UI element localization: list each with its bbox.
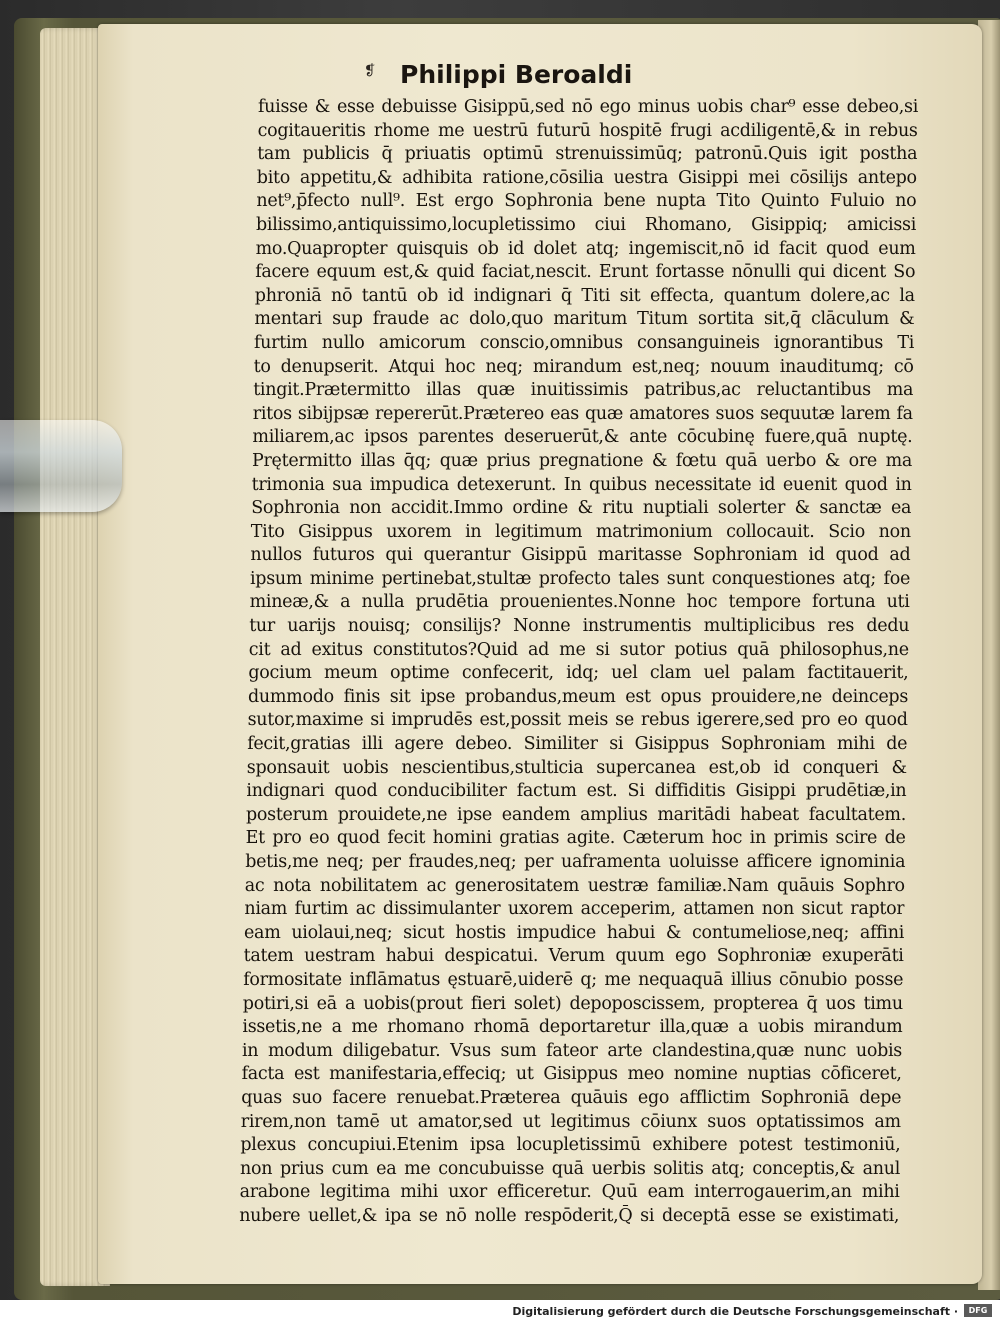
text-line: indignari quod conducibiliter factum est. Si diffiditis Gisippi prudētiæ,in: [246, 781, 907, 802]
text-line: tam publicis q̄ priuatis optimū strenuissimūq; patronū.Quis igit̄ postha: [257, 144, 918, 165]
text-line: nubere uellet,& ipa se nō nolle respōderit,Q̄ si deceptā esse se existimati,: [239, 1205, 900, 1226]
funding-credit: Digitalisierung gefördert durch die Deutsche Forschungsgemeinschaft ·: [512, 1305, 958, 1318]
text-line: dummodo finis sit ipse probandus,meum est opus prouidere,ne deinceps: [248, 686, 908, 707]
glass-page-weight: [0, 420, 122, 512]
text-line: cogitaueritis rhome me uestrū futurū hospitē frugi acdiligentē,& in rebus: [257, 120, 918, 141]
text-line: bilissimo,antiquissimo,locupletissimo ciui Rhomano, Gisippiq; amicissi: [256, 214, 916, 235]
text-line: Et pro eo quod fecit homini gratias agite. Cæterum hoc in primis scire de: [245, 828, 906, 849]
text-line: Sophronia non accidit.Immo ordine & ritu nuptiali solerter & sanctæ ea: [251, 498, 912, 519]
text-line: ipsum minime pertinebat,stultæ profecto tales sunt conquestiones atq; foe: [250, 568, 910, 589]
text-line: posterum prouidete,ne ipse eandem amplius maritādi habeat facultatem.: [246, 804, 906, 825]
text-line: potiri,si eā a uobis(prout fieri solet) depoposcissem, propterea q̄ uos timu: [242, 993, 903, 1014]
text-line: betis,me neq; per fraudes,neq; per uaframenta uoluisse afficere ignominia: [245, 852, 906, 872]
text-line: issetis,ne a me rhomano rhomā deportaretur illa,quæ a uobis mirandum: [242, 1017, 903, 1038]
paragraph-mark-icon: ❡: [364, 63, 376, 79]
text-line: tingit.Prætermitto illas quæ inuitissimis patribus,ac reluctantibus ma: [253, 380, 914, 401]
running-header-text: Philippi Beroaldi: [400, 60, 633, 89]
text-line: facta est manifestaria,effeciq; ut Gisippus meo nomine nuptias cōficeret,: [241, 1064, 902, 1085]
text-line: mineæ,& a nulla prudētia prouenientes.Nonne hoc tempore fortuna uti: [249, 592, 910, 613]
text-line: miliarem,ac ipsos parentes deseruerūt,& ante cōcubinę fuere,quā nuptę.: [252, 427, 913, 448]
text-line: eam uiolaui,neq; sicut hostis impudice habui & contumeliose,neq; affini: [244, 922, 904, 943]
text-line: plexus concupiui.Etenim ipsa locupletissimū exhibere potest testimoniū,: [240, 1135, 901, 1156]
text-line: in modum diligebatur. Vsus sum fateor arte clandestina,quæ nunc uobis: [242, 1040, 902, 1061]
text-line: arabone legitima mihi uxor efficeretur. Quū eam interrogauerim,an mihi: [239, 1182, 900, 1203]
text-line: facere equum est,& quid faciat,nescit. Erunt fortasse nōnulli qui dicent So: [255, 262, 916, 283]
text-line: bito appetitu,& adhibita ratione,cōsilia uestra Gisippi mei cōsilijs antepo: [256, 167, 917, 188]
text-line: quas suo facere renuebat.Præterea quāuis ego afflictim Sophroniā depe: [241, 1087, 902, 1108]
running-header: [364, 60, 633, 89]
dfg-logo: DFG: [964, 1304, 992, 1317]
text-line: sponsauit uobis nescientibus,stulticia supercanea est,ob id conqueri &: [246, 757, 907, 778]
text-line: rirem,non tamē ut amator,sed ut legitimus cōiunx suos optatissimos am: [240, 1111, 901, 1132]
text-line: nullos futuros qui querantur Gisippū maritasse Sophroniam id quod ad: [250, 545, 911, 566]
text-line: tur uarijs nouisq; consilijs? Nonne instrumentis multiplicibus res dedu: [249, 616, 910, 637]
text-line: tatem uestram habui despicatui. Verum quum ego Sophroniæ exuperāti: [243, 946, 904, 967]
text-line: niam furtim ac dissimulanter uxorem acceperim, attamen non sicut raptor: [244, 899, 905, 920]
text-line: to denupserit. Atqui hoc neq; mirandum est,neq; nouum inauditumq; cō: [253, 356, 914, 377]
text-line: phroniā nō tantū ob id indignari q̄ Titi sit effecta, quantum dolere,ac la: [254, 285, 915, 306]
text-line: net⁹,p̄fecto null⁹. Est ergo Sophronia bene nupta Tito Quinto Fuluio no: [256, 191, 917, 212]
text-line: cit ad exitus constitutos?Quid ad me si sutor potius quā philosophus,ne: [248, 639, 909, 660]
text-line: mo.Quapropter quisquis ob id dolet atq; ingemiscit,nō id facit quod eum: [255, 238, 916, 259]
text-line: trimonia sua impudica detexerunt. In quibus necessitate id euenit quod in: [251, 474, 912, 495]
text-line: fecit,gratias illi agere debeo. Similiter si Gisippus Sophroniam mihi de: [247, 734, 908, 755]
text-line: Prętermitto illas q̄q; quæ prius pregnatione & fœtu quā uerbo & ore ma: [252, 450, 912, 471]
text-line: formositate inflāmatus ęstuarē,uiderē q; me nequaquā illius cōnubio posse: [243, 969, 904, 990]
text-line: non prius cum ea me concubuisse quā uerbis solitis atq; conceptis,& anul: [240, 1158, 900, 1179]
text-line: ac nota nobilitatem ac generositatem uestræ familiæ.Nam quāuis Sophro: [244, 875, 905, 896]
text-line: ritos sibijpsæ repererūt.Prætereo eas quæ amatores suos sequutæ larem fa: [252, 403, 913, 424]
text-line: Tito Gisippus uxorem in legitimum matrimonium collocauit. Scio non: [250, 521, 911, 542]
text-line: sutor,maxime si imprudēs est,possit meis se rebus igerere,sed pro eo quod: [247, 710, 908, 731]
text-line: mentari sup fraude ac dolo,quo maritum Titum sortita sit,q̄ clāculum &: [254, 309, 915, 330]
text-line: fuisse & esse debuisse Gisippū,sed nō ego minus uobis char⁹ esse debeo,si: [258, 97, 918, 117]
text-line: gocium meum optime confecerit, idq; uel clam uel palam factitauerit,: [248, 663, 909, 684]
text-line: furtim nullo amicorum conscio,omnibus consanguineis ignorantibus Ti: [254, 332, 914, 353]
body-text: [239, 96, 918, 1229]
